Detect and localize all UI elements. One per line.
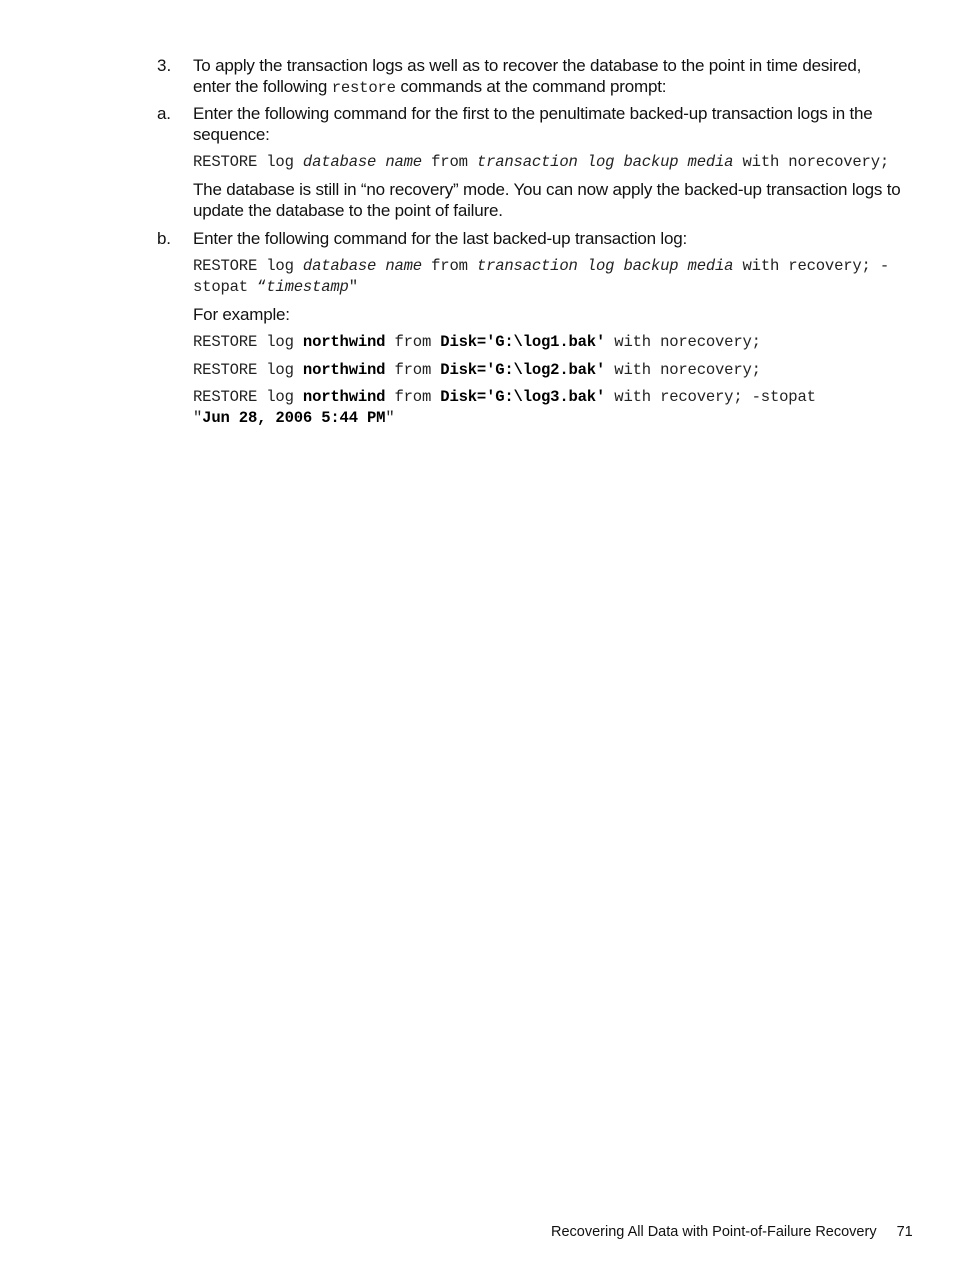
code-plain: RESTORE log <box>193 153 303 171</box>
code-disk: Disk='G:\log1.bak' <box>440 332 606 351</box>
sub-step-b-command <box>193 256 902 299</box>
code-database: northwind <box>302 387 386 406</box>
sub-step-a-body <box>193 103 902 221</box>
code-plain: RESTORE log <box>193 361 303 379</box>
example-command-1 <box>193 332 902 354</box>
code-plain: from <box>421 153 477 171</box>
page-footer <box>551 1222 913 1242</box>
code-plain: with norecovery; <box>605 332 761 351</box>
code-timestamp: Jun 28, 2006 5:44 PM <box>202 409 386 427</box>
code-disk: Disk='G:\log2.bak' <box>440 361 606 379</box>
code-plain: " <box>385 409 395 427</box>
code-plain: from <box>385 387 441 406</box>
step-number: 3. <box>157 56 172 75</box>
code-database: northwind <box>302 361 386 379</box>
code-plain: with norecovery; <box>605 361 761 379</box>
example-command-3 <box>193 387 833 430</box>
sub-step-a-note: The database is still in “no recovery” mode. You can now apply the backed-up transaction logs to update the database to the point of failure. <box>193 179 901 220</box>
code-plain: " <box>348 278 358 296</box>
code-plain: with recovery; -stopat " <box>193 387 825 427</box>
sub-step-b-body <box>193 228 902 430</box>
code-plain: RESTORE log <box>193 332 303 351</box>
sub-step-a <box>157 103 902 221</box>
sub-step-a-letter: a. <box>157 104 171 123</box>
page-number: 71 <box>896 1224 913 1240</box>
code-plain: from <box>385 332 441 351</box>
code-placeholder-timestamp: timestamp <box>266 278 349 296</box>
restore-inline-code: restore <box>331 79 396 97</box>
step-3 <box>157 55 902 430</box>
step-3-intro <box>193 55 902 99</box>
code-disk: Disk='G:\log3.bak' <box>440 387 606 406</box>
code-placeholder-media: transaction log backup media <box>476 256 734 275</box>
code-plain: with norecovery; <box>733 153 890 171</box>
code-plain: RESTORE log <box>193 387 303 406</box>
example-command-2 <box>193 360 902 382</box>
code-placeholder-database: database name <box>302 153 422 171</box>
sub-step-b <box>157 228 902 430</box>
code-database: northwind <box>302 332 386 351</box>
step-3-body <box>157 55 902 430</box>
intro-text-2: commands at the command prompt: <box>395 77 667 96</box>
sub-step-a-text: Enter the following command for the first to the penultimate backed-up transaction logs in the sequence: <box>193 104 873 144</box>
footer-title: Recovering All Data with Point-of-Failure Recovery <box>551 1224 877 1240</box>
code-plain: from <box>421 256 477 275</box>
sub-step-b-letter: b. <box>157 228 171 248</box>
code-placeholder-media: transaction log backup media <box>476 153 734 171</box>
intro-text-1: To apply the transaction logs as well as to recover the database to the point in time desired, enter the following <box>193 56 862 96</box>
sub-step-b-text: Enter the following command for the last backed-up transaction log: <box>193 228 688 248</box>
code-plain: RESTORE log <box>193 256 303 275</box>
sub-step-a-command <box>193 152 902 174</box>
code-plain: with recovery; -stopat “ <box>193 256 890 296</box>
example-label: For example: <box>193 304 290 324</box>
code-placeholder-database: database name <box>302 256 422 275</box>
code-plain: from <box>385 361 441 379</box>
